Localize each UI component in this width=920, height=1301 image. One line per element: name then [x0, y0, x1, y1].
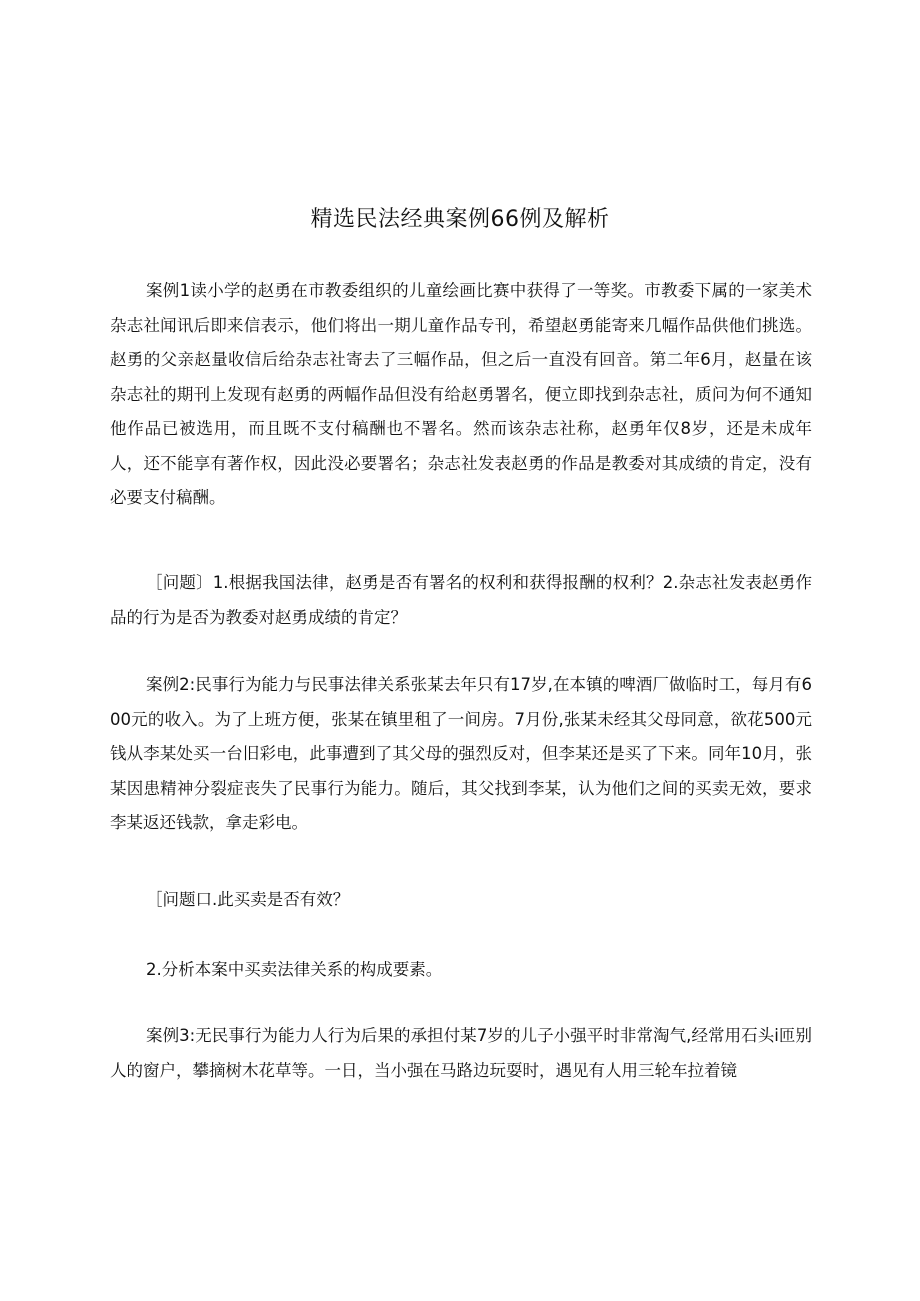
- case-1-paragraph: 案例1读小学的赵勇在市教委组织的儿童绘画比赛中获得了一等奖。市教委下属的一家美术杂志社闻讯后即来信表示，他们将出一期儿童作品专刊，希望赵勇能寄来几幅作品供他们挑选。赵勇的父亲赵量收信后给杂志社寄去了三幅作品，但之后一直没有回音。第二年6月，赵量在该杂志社的期刊上发现有赵勇的两幅作品但没有给赵勇署名，便立即找到杂志社，质问为何不通知他作品已被选用，而且既不支付稿酬也不署名。然而该杂志社称，赵勇年仅8岁，还是未成年人，还不能享有著作权，因此没必要署名；杂志社发表赵勇的作品是教委对其成绩的肯定，没有必要支付稿酬。: [110, 281, 812, 507]
- case-2-paragraph: 案例2:民事行为能力与民事法律关系张某去年只有17岁,在本镇的啤酒厂做临时工，每月有600元的收入。为了上班方便，张某在镇里租了一间房。7月份,张某未经其父母同意，欲花500元钱从李某处买一台旧彩电，此事遭到了其父母的强烈反对，但李某还是买了下来。同年10月，张某因患精神分裂症丧失了民事行为能力。随后，其父找到李某，认为他们之间的买卖无效，要求李某返还钱款，拿走彩电。: [110, 675, 812, 832]
- case-2-question-2: 2.分析本案中买卖法律关系的构成要素。: [146, 960, 443, 979]
- case-2-question-1: ［问题口.此买卖是否有效？: [146, 890, 350, 909]
- case-3-paragraph: 案例3:无民事行为能力人行为后果的承担付某7岁的儿子小强平时非常淘气,经常用石头i匝别人的窗户，攀摘树木花草等。一日，当小强在马路边玩耍时，遇见有人用三轮车拉着镜: [110, 1026, 812, 1080]
- document-title: 精选民法经典案例66例及解析: [310, 207, 610, 232]
- case-1-questions: ［问题〕1.根据我国法律，赵勇是否有署名的权利和获得报酬的权利？2.杂志社发表赵勇作品的行为是否为教委对赵勇成绩的肯定？: [110, 573, 812, 627]
